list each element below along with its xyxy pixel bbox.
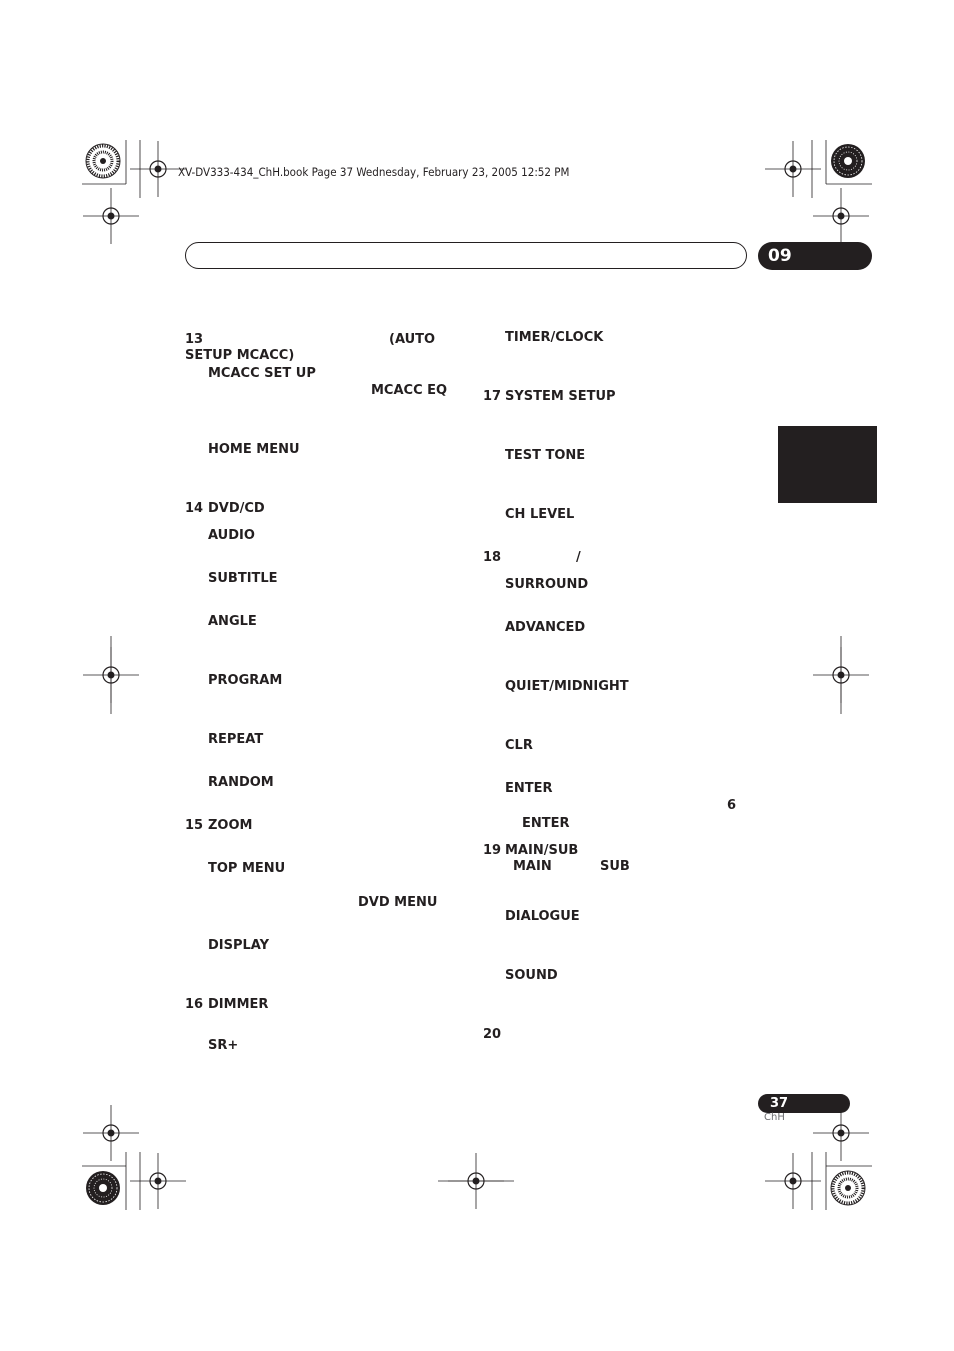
label-setup-mcacc: SETUP MCACC) [185, 348, 295, 363]
label-six: 6 [727, 798, 737, 813]
label-quiet-midnight: QUIET/MIDNIGHT [505, 679, 629, 694]
item-number-20: 20 [483, 1027, 502, 1042]
label-mcacc-eq: MCACC EQ [371, 383, 448, 398]
label-display: DISPLAY [208, 938, 270, 953]
file-info: XV-DV333-434_ChH.book Page 37 Wednesday, February 23, 2005 12:52 PM [178, 165, 570, 179]
label-dimmer: DIMMER [208, 997, 269, 1012]
chapter-number: 09 [768, 246, 792, 266]
item-number-15: 15 [185, 818, 204, 833]
label-surround: SURROUND [505, 577, 589, 592]
label-main-sub: MAIN/SUB [505, 843, 579, 858]
label-top-menu: TOP MENU [208, 861, 286, 876]
label-system-setup: SYSTEM SETUP [505, 389, 616, 404]
label-sub: SUB [600, 859, 630, 874]
label-repeat: REPEAT [208, 732, 264, 747]
label-sr-plus: SR+ [208, 1038, 239, 1053]
label-sound: SOUND [505, 968, 558, 983]
page-language: ChH [764, 1112, 785, 1123]
label-audio: AUDIO [208, 528, 255, 543]
label-home-menu: HOME MENU [208, 442, 300, 457]
label-dialogue: DIALOGUE [505, 909, 580, 924]
label-clr: CLR [505, 738, 533, 753]
label-angle: ANGLE [208, 614, 257, 629]
label-auto: (AUTO [389, 332, 436, 347]
page-number: 37 [770, 1096, 789, 1111]
label-mcacc-set-up: MCACC SET UP [208, 366, 316, 381]
label-program: PROGRAM [208, 673, 283, 688]
item-number-19: 19 [483, 843, 502, 858]
item-number-13: 13 [185, 332, 204, 347]
label-timer-clock: TIMER/CLOCK [505, 330, 604, 345]
label-main: MAIN [513, 859, 552, 874]
label-test-tone: TEST TONE [505, 448, 586, 463]
label-advanced: ADVANCED [505, 620, 586, 635]
label-slash: / [576, 550, 581, 565]
label-subtitle: SUBTITLE [208, 571, 278, 586]
label-enter-2: ENTER [522, 816, 570, 831]
label-random: RANDOM [208, 775, 274, 790]
item-number-14: 14 [185, 501, 204, 516]
label-ch-level: CH LEVEL [505, 507, 575, 522]
item-number-16: 16 [185, 997, 204, 1012]
label-dvd-menu: DVD MENU [358, 895, 438, 910]
label-dvd-cd: DVD/CD [208, 501, 265, 516]
label-zoom: ZOOM [208, 818, 253, 833]
side-language-tab [778, 426, 877, 503]
item-number-18: 18 [483, 550, 502, 565]
header-bar [185, 242, 747, 269]
label-enter: ENTER [505, 781, 553, 796]
item-number-17: 17 [483, 389, 502, 404]
